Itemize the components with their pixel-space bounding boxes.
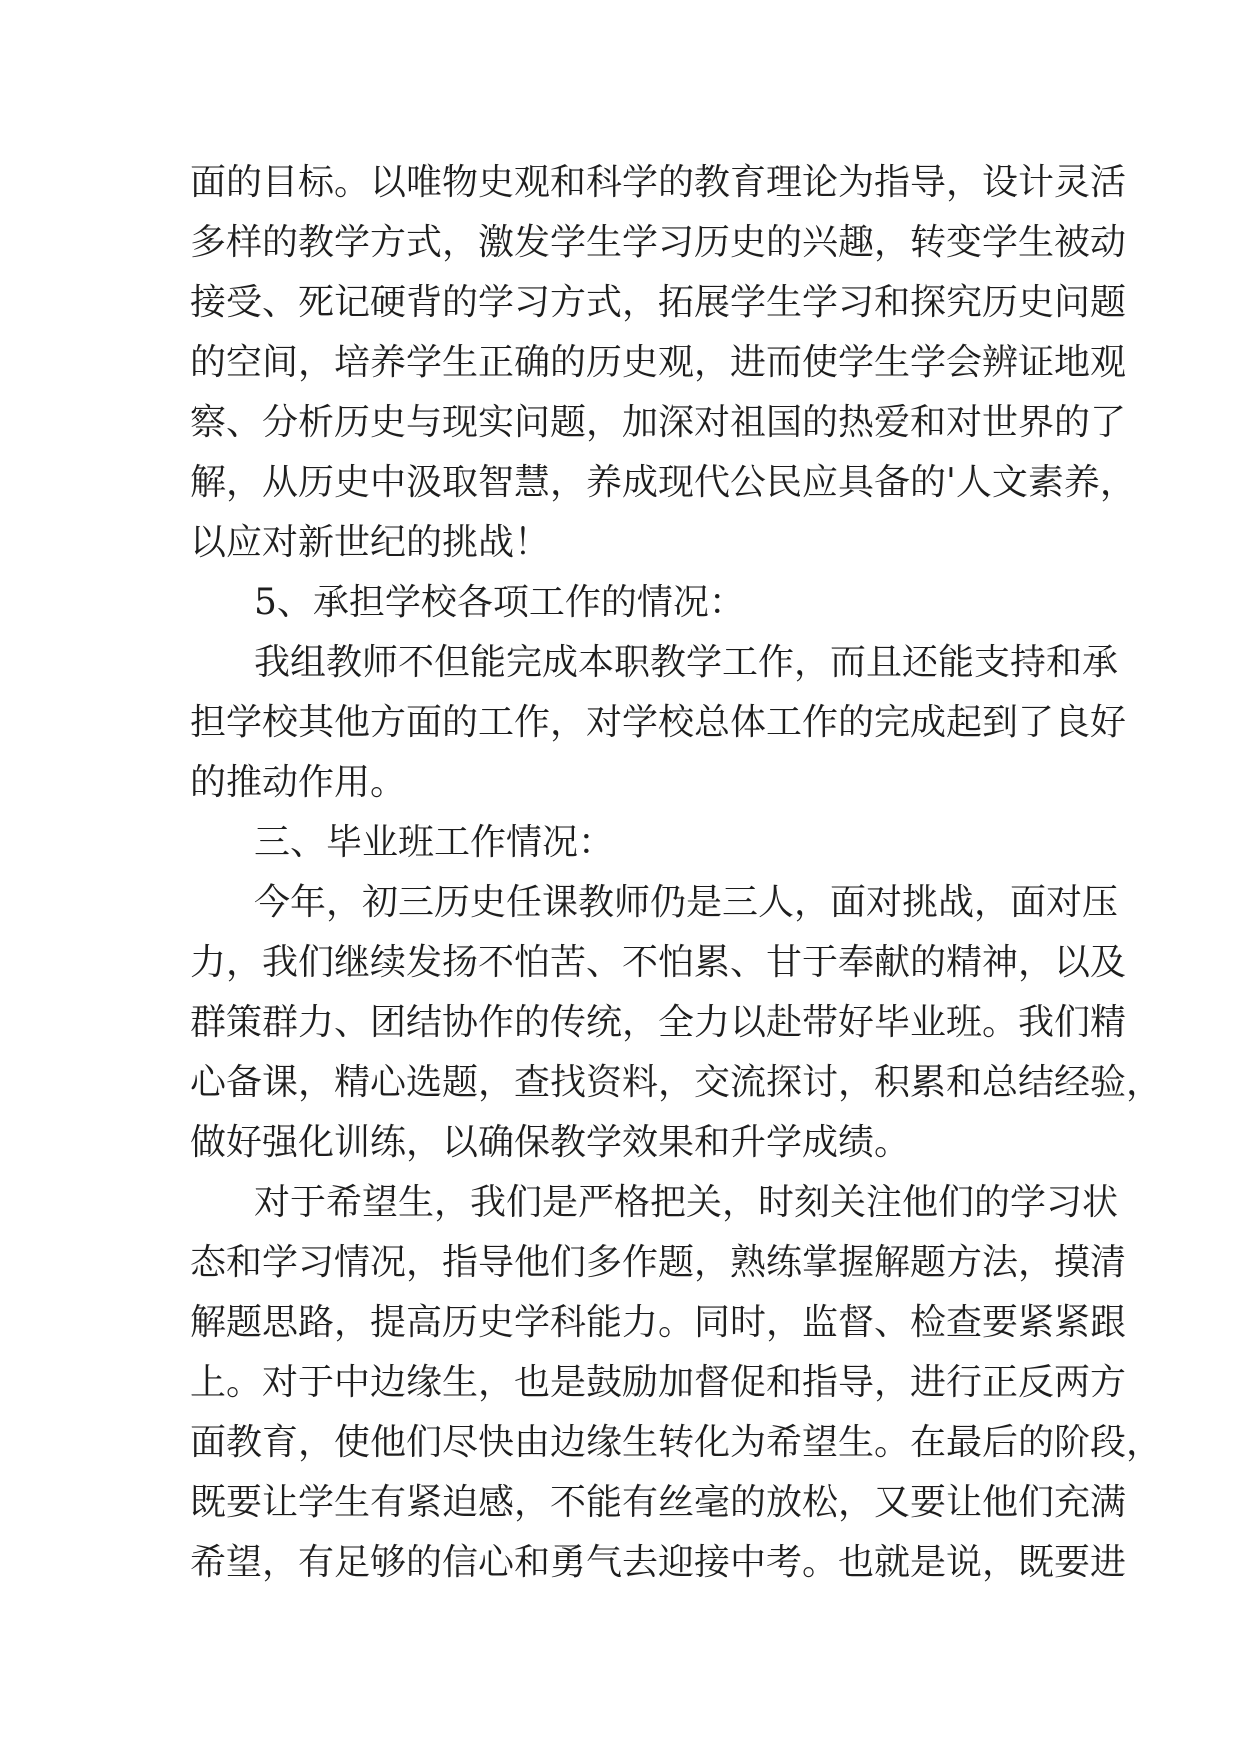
text-line-10: 担学校其他方面的工作，对学校总体工作的完成起到了良好 [190,702,1127,743]
text-line-6: 解，从历史中汲取智慧，养成现代公民应具备的'人文素养， [190,462,1136,503]
text-line-4: 的空间，培养学生正确的历史观，进而使学生学会辨证地观 [190,342,1127,383]
section-heading-5: 5、承担学校各项工作的情况： [254,582,745,623]
text-line-1: 面的目标。以唯物史观和科学的教育理论为指导，设计灵活 [190,162,1127,203]
text-line-15: 群策群力、团结协作的传统，全力以赴带好毕业班。我们精 [190,1002,1127,1043]
text-line-7: 以应对新世纪的挑战！ [190,522,551,563]
text-line-11: 的推动作用。 [190,762,407,803]
text-line-3: 接受、死记硬背的学习方式，拓展学生学习和探究历史问题 [190,282,1127,323]
section-heading-3: 三、毕业班工作情况： [254,822,615,863]
text-line-20: 解题思路，提高历史学科能力。同时，监督、检查要紧紧跟 [190,1302,1127,1343]
text-line-13: 今年，初三历史任课教师仍是三人，面对挑战，面对压 [254,882,1119,923]
text-line-16: 心备课，精心选题，查找资料，交流探讨，积累和总结经验， [190,1062,1163,1103]
text-line-2: 多样的教学方式，激发学生学习历史的兴趣，转变学生被动 [190,222,1127,263]
text-line-9: 我组教师不但能完成本职教学工作，而且还能支持和承 [254,642,1119,683]
text-line-17: 做好强化训练，以确保教学效果和升学成绩。 [190,1122,911,1163]
body-text [190,153,1163,1593]
text-line-18: 对于希望生，我们是严格把关，时刻关注他们的学习状 [254,1182,1119,1223]
text-line-21: 上。对于中边缘生，也是鼓励加督促和指导，进行正反两方 [190,1362,1127,1403]
text-line-5: 察、分析历史与现实问题，加深对祖国的热爱和对世界的了 [190,402,1127,443]
text-line-24: 希望，有足够的信心和勇气去迎接中考。也就是说，既要进 [190,1542,1127,1583]
text-line-22: 面教育，使他们尽快由边缘生转化为希望生。在最后的阶段， [190,1422,1163,1463]
text-line-14: 力，我们继续发扬不怕苦、不怕累、甘于奉献的精神，以及 [190,942,1127,983]
text-line-19: 态和学习情况，指导他们多作题，熟练掌握解题方法，摸清 [190,1242,1127,1283]
text-line-23: 既要让学生有紧迫感，不能有丝毫的放松，又要让他们充满 [190,1482,1127,1523]
